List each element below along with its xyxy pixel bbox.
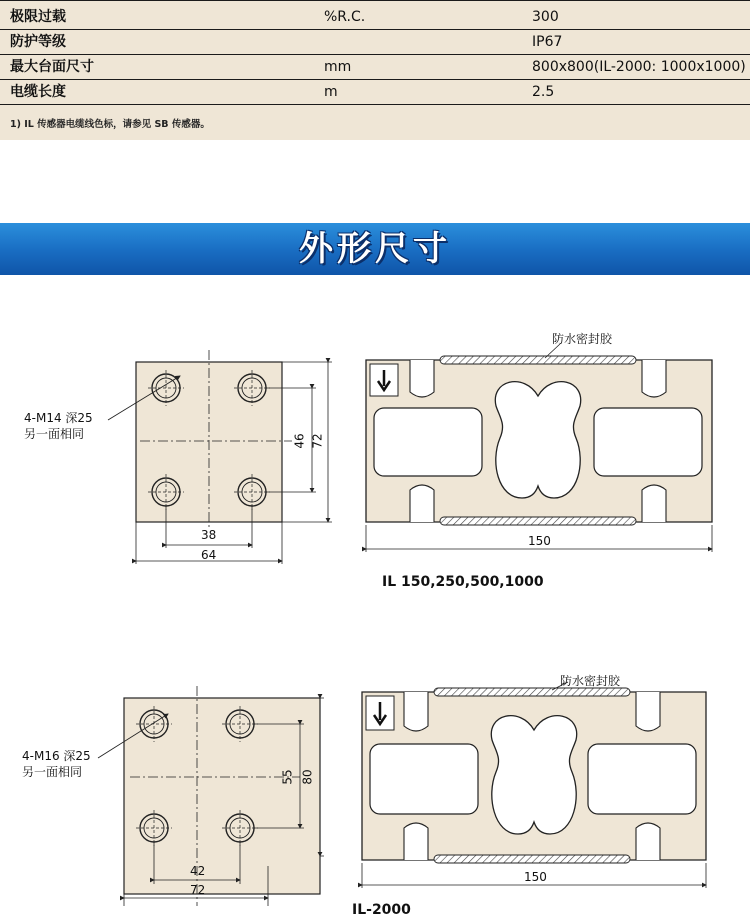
dim-outer-height: 72: [310, 433, 325, 449]
spec-value: IP67: [532, 34, 563, 50]
drawing-2-svg: [0, 666, 750, 909]
dim-outer-height: 80: [300, 769, 315, 785]
spec-row-protection: [0, 29, 750, 55]
spec-unit: mm: [324, 59, 352, 75]
dim-outer-width: 64: [201, 548, 217, 562]
model-label: IL 150,250,500,1000: [382, 574, 544, 590]
spec-value: 800x800(IL-2000: 1000x1000): [532, 59, 746, 75]
length-dim: 150: [524, 870, 547, 884]
spec-value: 300: [532, 9, 559, 25]
top-view-plate: [108, 350, 332, 564]
dim-inner-width: 38: [201, 528, 217, 542]
spec-value: 2.5: [532, 84, 555, 100]
spec-row-overload: [0, 4, 750, 30]
spec-row-platform-size: [0, 54, 750, 80]
seal-label: 防水密封胶: [552, 332, 613, 346]
dim-outer-width: 72: [190, 883, 206, 897]
model-label: IL-2000: [352, 902, 411, 918]
side-view-body: [366, 344, 712, 552]
spec-name: 防护等级: [10, 34, 66, 50]
dim-inner-height: 46: [292, 433, 307, 449]
hole-note-line1: 4-M14 深25: [24, 411, 93, 425]
seal-label: 防水密封胶: [560, 674, 621, 688]
hole-note-line2: 另一面相同: [22, 765, 83, 779]
hole-note-line2: 另一面相同: [24, 427, 85, 441]
spec-unit: m: [324, 84, 338, 100]
spec-row-cable-length: [0, 79, 750, 105]
dim-inner-height: 55: [280, 769, 295, 785]
spec-unit: %R.C.: [324, 9, 366, 25]
side-view-body: [362, 682, 706, 888]
spec-name: 最大台面尺寸: [10, 59, 94, 75]
top-view-plate: [98, 686, 324, 906]
drawing-1-svg: [0, 320, 750, 600]
dim-inner-width: 42: [190, 864, 206, 878]
table-top-rule: [0, 0, 750, 1]
drawing-il-standard: [0, 320, 750, 600]
length-dim: 150: [528, 534, 551, 548]
spec-name: 极限过载: [10, 9, 66, 25]
hole-note-line1: 4-M16 深25: [22, 749, 91, 763]
drawing-il-2000: [0, 666, 750, 918]
section-banner: [0, 223, 750, 275]
spec-table: [0, 0, 750, 140]
footnote: 1) IL 传感器电缆线色标，请参见 SB 传感器。: [10, 119, 210, 130]
section-title: 外形尺寸: [299, 229, 451, 269]
spec-name: 电缆长度: [10, 84, 66, 100]
